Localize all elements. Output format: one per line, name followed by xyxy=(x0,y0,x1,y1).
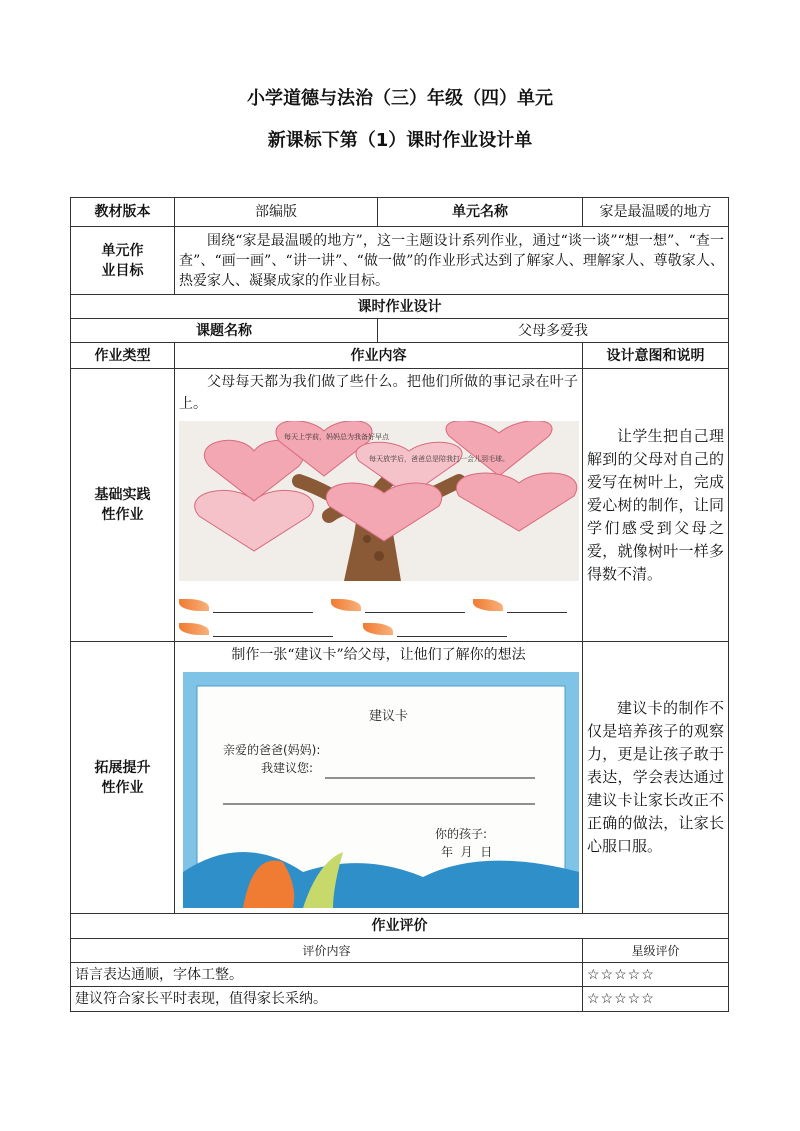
eval-col-content: 评价内容 xyxy=(71,939,583,963)
orange-leaf-icon xyxy=(179,599,209,611)
col-design-intent: 设计意图和说明 xyxy=(583,343,729,369)
unit-name-label: 单元名称 xyxy=(378,198,583,227)
unit-goal-label xyxy=(71,227,175,295)
tree-leaf-text-2: 每天放学后，爸爸总是陪我打一会儿羽毛球。 xyxy=(369,455,509,463)
extend-content xyxy=(175,642,583,914)
document-subtitle: 新课标下第（1）课时作业设计单 xyxy=(267,130,533,151)
orange-leaf-icon xyxy=(363,623,393,635)
textbook-value: 部编版 xyxy=(175,198,378,227)
unit-name-value: 家是最温暖的地方 xyxy=(583,198,729,227)
topic-label: 课题名称 xyxy=(71,319,378,343)
answer-line[interactable] xyxy=(365,598,465,613)
card-date: 年 月 日 xyxy=(441,845,493,859)
basic-type-text: 基础实践性作业 xyxy=(94,487,151,523)
trunk-knot xyxy=(374,551,384,561)
eval-row-1-rating[interactable]: ☆☆☆☆☆ xyxy=(583,963,729,987)
answer-line[interactable] xyxy=(213,622,333,637)
basic-instruction: 父母每天都为我们做了些什么。把他们所做的事记录在叶子上。 xyxy=(179,374,578,412)
tree-leaf-text-1: 每天上学前，妈妈总为我备好早点 xyxy=(284,433,389,441)
extend-intent: 建议卡的制作不仅是培养孩子的观察力，更是让孩子敢于表达，学会表达通过建议卡让家长改正不正确的做法，让家长心服口服。 xyxy=(583,642,729,914)
basic-type xyxy=(71,369,175,642)
orange-leaf-icon xyxy=(331,599,361,611)
document-title: 小学道德与法治（三）年级（四）单元 xyxy=(247,88,553,109)
eval-row-1-content: 语言表达通顺，字体工整。 xyxy=(71,963,583,987)
extend-type-text: 拓展提升性作业 xyxy=(94,759,151,796)
topic-value: 父母多爱我 xyxy=(378,319,729,343)
answer-line[interactable] xyxy=(397,622,507,637)
evaluation-heading: 作业评价 xyxy=(71,914,729,939)
trunk-knot xyxy=(363,535,371,543)
answer-line[interactable] xyxy=(213,598,313,613)
card-title: 建议卡 xyxy=(369,709,409,724)
col-homework-type: 作业类型 xyxy=(71,343,175,369)
orange-leaf-icon xyxy=(473,599,503,611)
lesson-design-heading: 课时作业设计 xyxy=(71,295,729,319)
textbook-label: 教材版本 xyxy=(71,198,175,227)
extend-type xyxy=(71,642,175,914)
leaf-answer-lines-row-1 xyxy=(179,595,578,615)
eval-row-2-rating[interactable]: ☆☆☆☆☆ xyxy=(583,987,729,1012)
leaf-answer-lines-row-2 xyxy=(179,619,578,639)
eval-col-rating: 星级评价 xyxy=(583,939,729,963)
card-sign: 你的孩子: xyxy=(435,827,488,841)
homework-design-table xyxy=(70,197,729,1012)
basic-intent: 让学生把自己理解到的父母对自己的爱写在树叶上，完成爱心树的制作，让同学们感受到父母之爱，就像树叶一样多得数不清。 xyxy=(583,369,729,642)
card-suggest: 我建议您: xyxy=(261,761,314,775)
unit-goal-label-text: 单元作业目标 xyxy=(101,242,144,279)
basic-content xyxy=(175,369,583,642)
suggestion-card-image xyxy=(183,672,579,908)
orange-leaf-icon xyxy=(179,623,209,635)
extend-instruction: 制作一张“建议卡”给父母，让他们了解你的想法 xyxy=(231,647,526,663)
card-greeting: 亲爱的爸爸(妈妈): xyxy=(223,743,321,757)
answer-line[interactable] xyxy=(507,598,567,613)
eval-row-2-content: 建议符合家长平时表现，值得家长采纳。 xyxy=(71,987,583,1012)
unit-goal-text: 围绕“家是最温暖的地方”，这一主题设计系列作业，通过“谈一谈”“想一想”、“查一查”、“画一画”、“讲一讲”、“做一做”的作业形式达到了解家人、理解家人、尊敬家人、热爱家人、凝聚成家的作业目标。 xyxy=(175,227,729,295)
col-homework-content: 作业内容 xyxy=(175,343,583,369)
heart-tree-image xyxy=(179,421,579,581)
